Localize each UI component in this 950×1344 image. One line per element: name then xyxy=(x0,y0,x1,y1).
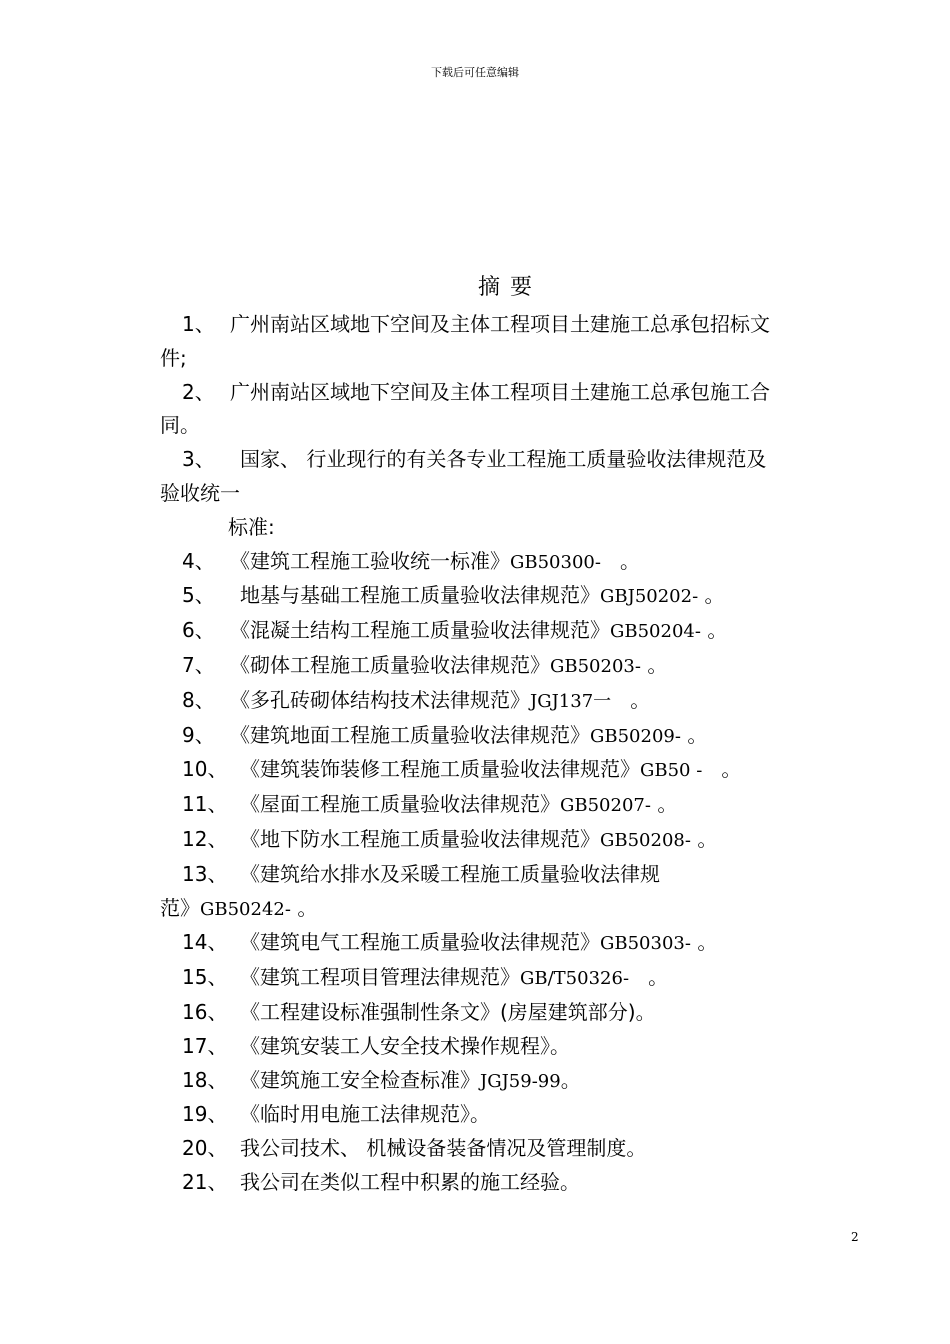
item-text: 《砌体工程施工质量验收法律规范》 xyxy=(230,652,550,677)
item-text: 范》 xyxy=(160,895,200,920)
item-text: 《地下防水工程施工质量验收法律规范》 xyxy=(240,826,600,851)
list-item xyxy=(160,1132,860,1166)
item-end: 。 xyxy=(647,652,668,677)
item-text: 地基与基础工程施工质量验收法律规范》 xyxy=(240,583,600,608)
item-number: 12、 xyxy=(182,826,228,851)
list-item xyxy=(160,961,860,996)
list-item xyxy=(160,545,860,580)
item-number: 16、 xyxy=(182,999,228,1024)
item-text: 广州南站区域地下空间及主体工程项目土建施工总承包施工合 xyxy=(230,379,770,404)
item-code: GB50208- xyxy=(600,829,691,851)
page-header: 下载后可任意编辑 xyxy=(431,66,519,79)
item-code: GB50303- xyxy=(600,933,691,955)
item-text: 我公司技术、 机械设备装备情况及管理制度。 xyxy=(240,1136,647,1161)
document-body xyxy=(160,308,860,1200)
item-text: 国家、 行业现行的有关各专业工程施工质量验收法律规范及 xyxy=(240,447,767,472)
list-item xyxy=(160,1166,860,1200)
list-item xyxy=(160,719,860,754)
list-item-continuation xyxy=(160,511,860,545)
list-item-continuation xyxy=(160,342,860,376)
list-item-continuation xyxy=(160,892,860,927)
item-number: 11、 xyxy=(182,792,228,817)
item-number: 21、 xyxy=(182,1169,228,1194)
item-number: 14、 xyxy=(182,930,228,955)
list-item-continuation xyxy=(160,477,860,511)
item-number: 13、 xyxy=(182,861,228,886)
item-code: JGJ59-99 xyxy=(480,1070,561,1092)
list-item xyxy=(160,753,860,788)
item-number: 15、 xyxy=(182,965,228,990)
item-number: 2、 xyxy=(182,379,215,404)
item-code: GB50 - xyxy=(640,760,703,782)
list-item xyxy=(160,858,860,892)
item-number: 17、 xyxy=(182,1033,228,1058)
list-item xyxy=(160,579,860,614)
item-text: 《屋面工程施工质量验收法律规范》 xyxy=(240,792,560,817)
item-number: 8、 xyxy=(182,687,215,712)
item-text: 《建筑工程施工验收统一标准》 xyxy=(230,548,510,573)
list-item xyxy=(160,684,860,719)
item-end: 。 xyxy=(707,618,728,643)
page-number: 2 xyxy=(851,1230,859,1244)
item-text: 《多孔砖砌体结构技术法律规范》 xyxy=(230,687,530,712)
item-text: 《建筑电气工程施工质量验收法律规范》 xyxy=(240,930,600,955)
item-text: 《建筑给水排水及采暖工程施工质量验收法律规 xyxy=(240,861,660,886)
item-end: 。 xyxy=(620,548,641,573)
item-end: 。 xyxy=(721,757,742,782)
item-code: GB50203- xyxy=(550,655,641,677)
item-code: GB50207- xyxy=(560,795,651,817)
item-end: 。 xyxy=(648,965,669,990)
list-item xyxy=(160,614,860,649)
item-number: 5、 xyxy=(182,583,215,608)
item-code: GB50242- xyxy=(200,898,291,920)
item-end: 。 xyxy=(697,930,718,955)
item-number: 3、 xyxy=(182,447,215,472)
list-item xyxy=(160,926,860,961)
list-item xyxy=(160,1030,860,1064)
item-text: 《建筑安装工人安全技术操作规程》。 xyxy=(240,1033,570,1058)
page-title: 摘要 xyxy=(477,275,542,300)
list-item-continuation xyxy=(160,409,860,443)
list-item xyxy=(160,1098,860,1132)
item-text: 广州南站区域地下空间及主体工程项目土建施工总承包招标文 xyxy=(230,312,770,336)
item-code: GB50209- xyxy=(590,725,681,747)
item-text: 《工程建设标准强制性条文》(房屋建筑部分)。 xyxy=(240,999,656,1024)
item-number: 4、 xyxy=(182,548,215,573)
item-code: GB50300- xyxy=(510,551,601,573)
item-text: 《临时用电施工法律规范》。 xyxy=(240,1102,490,1127)
item-number: 9、 xyxy=(182,722,215,747)
item-number: 18、 xyxy=(182,1067,228,1092)
list-item xyxy=(160,443,860,477)
list-item xyxy=(160,649,860,684)
item-text: 《建筑施工安全检查标准》 xyxy=(240,1067,480,1092)
item-text: 《建筑装饰装修工程施工质量验收法律规范》 xyxy=(240,757,640,782)
item-end: 。 xyxy=(630,687,651,712)
item-text: 标准: xyxy=(228,514,275,539)
item-number: 19、 xyxy=(182,1102,228,1127)
item-code: GB/T50326- xyxy=(520,968,630,990)
item-number: 7、 xyxy=(182,652,215,677)
list-item xyxy=(160,308,860,342)
item-code: GB50204- xyxy=(610,621,701,643)
item-number: 20、 xyxy=(182,1136,228,1161)
item-end: 。 xyxy=(687,722,708,747)
item-code: JGJ137一 xyxy=(530,690,612,712)
item-end: 。 xyxy=(657,792,678,817)
item-text: 《混凝土结构工程施工质量验收法律规范》 xyxy=(230,618,610,643)
item-code: GBJ50202- xyxy=(600,586,699,608)
item-text: 验收统一 xyxy=(160,480,240,505)
item-text: 《建筑工程项目管理法律规范》 xyxy=(240,965,520,990)
item-text: 《建筑地面工程施工质量验收法律规范》 xyxy=(230,722,590,747)
item-text: 同。 xyxy=(160,413,200,438)
item-number: 10、 xyxy=(182,757,228,782)
list-item xyxy=(160,376,860,410)
item-end: 。 xyxy=(560,1067,581,1092)
list-item xyxy=(160,1064,860,1099)
list-item xyxy=(160,996,860,1030)
item-end: 。 xyxy=(697,826,718,851)
item-text: 我公司在类似工程中积累的施工经验。 xyxy=(240,1169,580,1194)
item-number: 1、 xyxy=(182,312,215,336)
list-item xyxy=(160,823,860,858)
item-text: 件; xyxy=(160,345,187,370)
list-item xyxy=(160,788,860,823)
item-number: 6、 xyxy=(182,618,215,643)
item-end: 。 xyxy=(704,583,725,608)
item-end: 。 xyxy=(297,895,318,920)
